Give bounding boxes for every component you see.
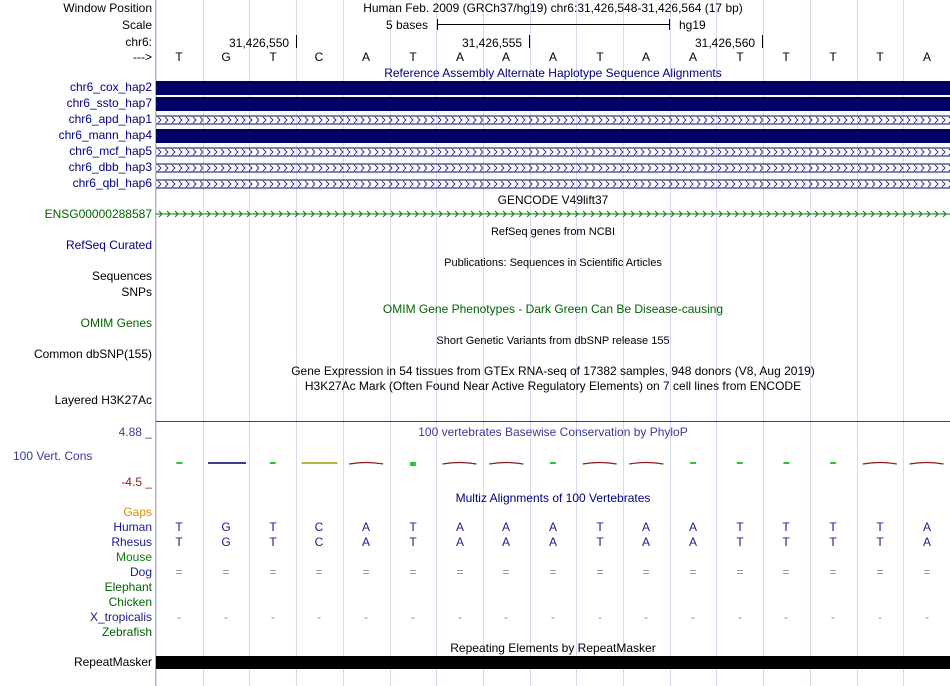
- multiz-base: -: [738, 610, 742, 624]
- multiz-base: A: [922, 520, 931, 534]
- phylop-score-mark: [910, 463, 944, 465]
- multiz-base: -: [458, 610, 462, 624]
- repeatmasker-track-title[interactable]: Repeating Elements by RepeatMasker: [450, 641, 656, 655]
- multiz-species-label[interactable]: Human: [113, 520, 152, 534]
- omim-track-label[interactable]: OMIM Genes: [80, 316, 152, 330]
- scale-bar-right-tick: [669, 19, 670, 30]
- multiz-species-label[interactable]: Dog: [129, 565, 152, 579]
- phylop-track-label[interactable]: 100 Vert. Cons: [13, 449, 93, 463]
- base-letter: A: [641, 50, 650, 64]
- scale-bar-left-tick: [437, 19, 438, 30]
- multiz-base: -: [177, 610, 181, 624]
- base-letter: A: [922, 50, 931, 64]
- phylop-track-title[interactable]: 100 vertebrates Basewise Conservation by PhyloP: [418, 425, 688, 439]
- multiz-base: A: [688, 535, 697, 549]
- multiz-base: =: [782, 565, 790, 579]
- multiz-base: -: [831, 610, 835, 624]
- multiz-base: T: [736, 520, 744, 534]
- multiz-species-label[interactable]: Rhesus: [111, 535, 152, 549]
- multiz-base: -: [691, 610, 695, 624]
- multiz-species-label[interactable]: Gaps: [123, 505, 152, 519]
- multiz-base: T: [876, 520, 884, 534]
- multiz-base: -: [364, 610, 368, 624]
- multiz-base: -: [317, 610, 321, 624]
- window-position-label: Window Position: [63, 1, 152, 15]
- multiz-base: =: [175, 565, 183, 579]
- haplotype-label[interactable]: chr6_ssto_hap7: [66, 96, 152, 110]
- phylop-score-mark: [443, 463, 477, 465]
- multiz-base: C: [314, 535, 324, 549]
- haplotype-label[interactable]: chr6_cox_hap2: [69, 80, 152, 94]
- multiz-base: =: [689, 565, 697, 579]
- base-letter: T: [782, 50, 790, 64]
- multiz-species-label[interactable]: Elephant: [104, 580, 152, 594]
- coord-label: 31,426,550: [229, 36, 290, 50]
- coord-tick: [762, 35, 763, 48]
- coord-tick: [529, 35, 530, 48]
- multiz-base: C: [314, 520, 324, 534]
- refseq-track-label[interactable]: RefSeq Curated: [65, 238, 152, 252]
- scale-bar: [437, 24, 670, 25]
- multiz-base: =: [315, 565, 323, 579]
- multiz-base: -: [644, 610, 648, 624]
- multiz-base: =: [736, 565, 744, 579]
- multiz-base: -: [551, 610, 555, 624]
- haplotype-alignment-line[interactable]: [156, 147, 950, 157]
- multiz-base: =: [642, 565, 650, 579]
- refseq-track-title[interactable]: RefSeq genes from NCBI: [490, 226, 616, 238]
- multiz-base: -: [925, 610, 929, 624]
- base-letter: T: [409, 50, 417, 64]
- multiz-species-label[interactable]: Zebrafish: [101, 625, 152, 639]
- multiz-base: A: [922, 535, 931, 549]
- strand-label: --->: [133, 50, 152, 64]
- track-separator: [156, 421, 950, 422]
- multiz-base: T: [596, 520, 604, 534]
- repeatmasker-feature[interactable]: [156, 656, 950, 669]
- base-letter: T: [269, 50, 277, 64]
- multiz-base: -: [271, 610, 275, 624]
- multiz-base: =: [222, 565, 230, 579]
- haplotype-alignment-line[interactable]: [156, 115, 950, 125]
- h3k27ac-track-title[interactable]: H3K27Ac Mark (Often Found Near Active Regulatory Elements) on 7 cell lines from ENCODE: [304, 379, 802, 393]
- phylop-wiggle[interactable]: [156, 455, 950, 471]
- multiz-base: A: [455, 535, 464, 549]
- phylop-score-mark: [410, 462, 416, 466]
- multiz-base: T: [782, 535, 790, 549]
- multiz-base: =: [549, 565, 557, 579]
- gencode-gene-feature[interactable]: [156, 209, 950, 219]
- multiz-species-label[interactable]: X_tropicalis: [89, 610, 152, 624]
- phylop-score-mark: [270, 462, 276, 464]
- multiz-base: A: [548, 520, 557, 534]
- multiz-base: -: [504, 610, 508, 624]
- phylop-min-label: -4.5 _: [121, 475, 152, 489]
- multiz-base: A: [455, 520, 464, 534]
- multiz-base: -: [411, 610, 415, 624]
- h3k27ac-track-label[interactable]: Layered H3K27Ac: [54, 393, 152, 407]
- haplotype-label[interactable]: chr6_dbb_hap3: [68, 160, 152, 174]
- haplotype-label[interactable]: chr6_apd_hap1: [68, 112, 152, 126]
- multiz-base: G: [221, 535, 231, 549]
- base-letter: T: [829, 50, 837, 64]
- base-letter: T: [876, 50, 884, 64]
- multiz-base: T: [175, 520, 183, 534]
- haplotype-label[interactable]: chr6_mann_hap4: [58, 128, 152, 142]
- phylop-score-mark: [583, 463, 617, 465]
- dbsnp-track-title[interactable]: Short Genetic Variants from dbSNP release 155: [436, 335, 670, 347]
- haplotype-alignment-line[interactable]: [156, 179, 950, 189]
- coord-label: 31,426,560: [695, 36, 756, 50]
- multiz-base: A: [501, 520, 510, 534]
- multiz-base: T: [596, 535, 604, 549]
- multiz-base: T: [829, 520, 837, 534]
- multiz-base: -: [784, 610, 788, 624]
- multiz-base: -: [598, 610, 602, 624]
- pubs-snps-label[interactable]: SNPs: [121, 285, 152, 299]
- base-letter: A: [548, 50, 557, 64]
- base-letter: G: [221, 50, 231, 64]
- multiz-base: T: [409, 535, 417, 549]
- multiz-base: -: [878, 610, 882, 624]
- multiz-base: T: [269, 520, 277, 534]
- chrom-label: chr6:: [125, 35, 152, 49]
- gencode-track-title[interactable]: GENCODE V49lift37: [497, 193, 609, 207]
- multiz-base: A: [361, 535, 370, 549]
- scale-text: 5 bases: [386, 18, 429, 32]
- gtex-track-title[interactable]: Gene Expression in 54 tissues from GTEx RNA-seq of 17382 samples, 948 donors (V8, Aug 2019): [291, 364, 815, 378]
- base-letter: T: [175, 50, 183, 64]
- multiz-base: T: [269, 535, 277, 549]
- multiz-base: =: [502, 565, 510, 579]
- phylop-score-mark: [349, 463, 383, 465]
- multiz-base: =: [456, 565, 464, 579]
- multiz-base: =: [876, 565, 884, 579]
- haplotype-label[interactable]: chr6_qbl_hap6: [72, 176, 152, 190]
- multiz-base: =: [829, 565, 837, 579]
- haplotype-alignment-block[interactable]: [156, 97, 950, 111]
- multiz-base: A: [688, 520, 697, 534]
- haplotype-alignment-line[interactable]: [156, 163, 950, 173]
- multiz-base: A: [641, 535, 650, 549]
- base-letter: T: [596, 50, 604, 64]
- multiz-base: T: [829, 535, 837, 549]
- scale-label: Scale: [121, 18, 152, 32]
- phylop-score-mark: [489, 463, 523, 465]
- phylop-score-mark: [550, 462, 556, 464]
- haplotype-label[interactable]: chr6_mcf_hap5: [69, 144, 152, 158]
- phylop-score-mark: [863, 463, 897, 465]
- haplotype-alignment-block[interactable]: [156, 81, 950, 95]
- multiz-base: T: [782, 520, 790, 534]
- haplotype-alignment-block[interactable]: [156, 129, 950, 143]
- phylop-max-label: 4.88 _: [118, 425, 152, 439]
- phylop-score-mark: [783, 462, 789, 464]
- multiz-base: A: [361, 520, 370, 534]
- phylop-score-mark: [737, 462, 743, 464]
- repeatmasker-track-label[interactable]: RepeatMasker: [73, 655, 152, 669]
- multiz-base: =: [409, 565, 417, 579]
- label-divider: [155, 0, 156, 686]
- base-letter: A: [501, 50, 510, 64]
- multiz-base: G: [221, 520, 231, 534]
- phylop-score-mark: [830, 462, 836, 464]
- multiz-base: =: [923, 565, 931, 579]
- multiz-species-label[interactable]: Chicken: [108, 595, 152, 609]
- pubs-track-title[interactable]: Publications: Sequences in Scientific Articles: [444, 257, 662, 269]
- coord-label: 31,426,555: [462, 36, 523, 50]
- multiz-base: =: [269, 565, 277, 579]
- gencode-gene-label[interactable]: ENSG00000288587: [44, 207, 152, 221]
- window-position-value: Human Feb. 2009 (GRCh37/hg19) chr6:31,426,548-31,426,564 (17 bp): [363, 1, 743, 15]
- phylop-score-mark: [208, 462, 246, 464]
- multiz-species-label[interactable]: Mouse: [115, 550, 152, 564]
- multiz-track-title[interactable]: Multiz Alignments of 100 Vertebrates: [455, 491, 651, 505]
- phylop-score-mark: [690, 462, 696, 464]
- multiz-base: T: [175, 535, 183, 549]
- scale-db: hg19: [679, 18, 706, 32]
- phylop-score-mark: [301, 462, 337, 464]
- multiz-base: =: [362, 565, 370, 579]
- multiz-base: =: [596, 565, 604, 579]
- multiz-base: A: [501, 535, 510, 549]
- base-letter: T: [736, 50, 744, 64]
- multiz-base: -: [224, 610, 228, 624]
- multiz-base: T: [409, 520, 417, 534]
- base-letter: C: [314, 50, 324, 64]
- alt-haplo-track-title[interactable]: Reference Assembly Alternate Haplotype Sequence Alignments: [384, 66, 722, 80]
- phylop-score-mark: [629, 463, 663, 465]
- omim-track-title[interactable]: OMIM Gene Phenotypes - Dark Green Can Be Disease-causing: [382, 302, 724, 316]
- pubs-sequences-label[interactable]: Sequences: [91, 269, 152, 283]
- base-letter: A: [688, 50, 697, 64]
- multiz-base: A: [548, 535, 557, 549]
- multiz-base: T: [736, 535, 744, 549]
- multiz-base: A: [641, 520, 650, 534]
- multiz-base: T: [876, 535, 884, 549]
- coord-tick: [296, 35, 297, 48]
- base-letter: A: [455, 50, 464, 64]
- dbsnp-track-label[interactable]: Common dbSNP(155): [33, 347, 152, 361]
- base-letter: A: [361, 50, 370, 64]
- phylop-score-mark: [176, 462, 182, 464]
